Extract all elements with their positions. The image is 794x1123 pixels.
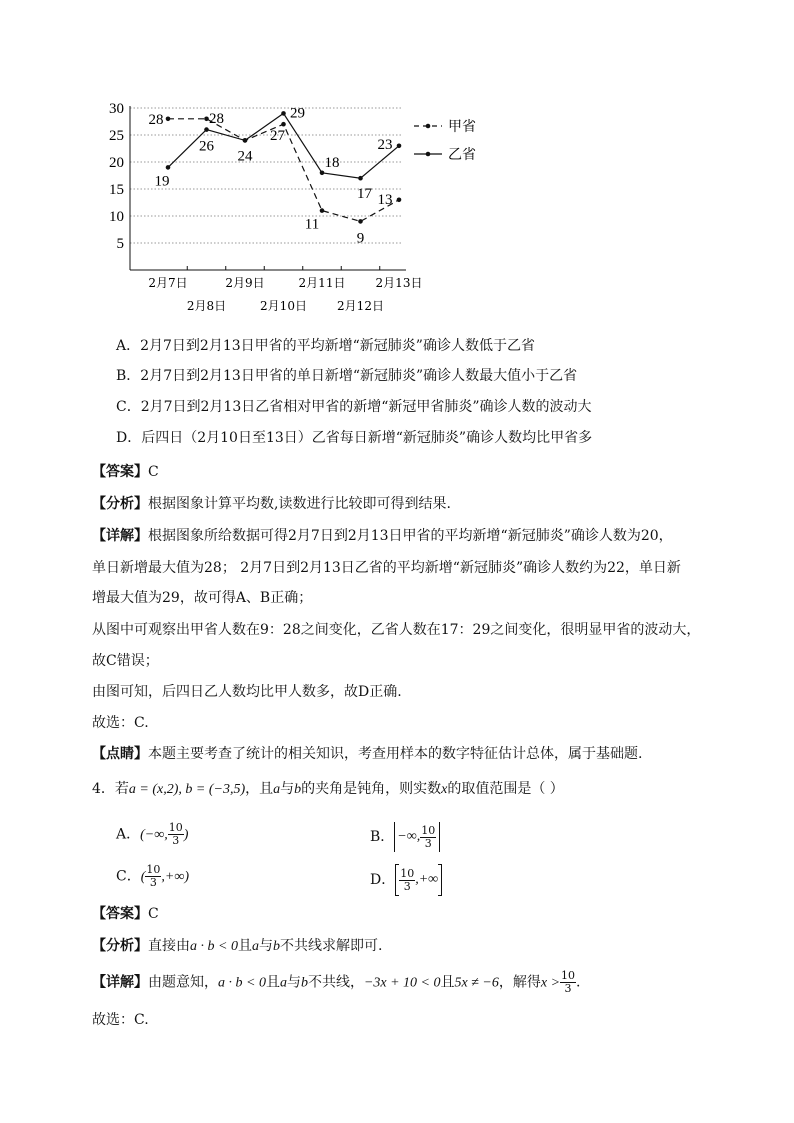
q4-option-d-label: D． — [370, 872, 396, 888]
analysis-with: 与 — [258, 938, 273, 954]
detail-noncollinear: 不共线， — [307, 974, 364, 991]
analysis-text: 根据图象计算平均数,读数进行比较即可得到结果. — [148, 496, 451, 512]
data-point — [397, 198, 402, 203]
vector-b: b — [294, 782, 302, 797]
x-tick-label: 2月9日 — [225, 276, 265, 290]
q4-option-d — [370, 864, 442, 896]
fraction — [399, 868, 415, 893]
detail-pre: 由题意知， — [148, 974, 218, 991]
detail-tag: 【详解】 — [92, 528, 148, 544]
interval-bracket — [394, 822, 440, 852]
x-tick-label: 2月11日 — [298, 276, 346, 290]
q4-stem — [92, 779, 564, 800]
fraction-num: 10 — [561, 969, 576, 982]
detail-tag: 【详解】 — [92, 974, 148, 991]
q3-answer — [92, 462, 159, 482]
detail-expr-4: x > — [540, 975, 561, 991]
q4-stem-start: 4．若 — [92, 781, 129, 797]
vector-b: b — [300, 975, 308, 991]
option-b: B．2月7日到2月13日甲省的单日新增“新冠肺炎”确诊人数最大值小于乙省 — [116, 368, 578, 384]
data-label: 29 — [290, 105, 305, 122]
q4-option-a-label: A． — [116, 826, 141, 843]
q3-detail-1 — [92, 526, 673, 546]
line-chart — [100, 96, 476, 313]
y-tick-label: 20 — [109, 155, 124, 171]
data-label: 18 — [324, 154, 340, 171]
legend-label: 甲省 — [448, 119, 476, 135]
q3-detail-5: 故C错误； — [92, 653, 159, 669]
x-tick-label: 2月8日 — [186, 299, 227, 313]
comment-tag: 【点睛】 — [92, 746, 148, 762]
x-tick-label: 2月12日 — [337, 299, 384, 313]
q3-detail-6: 由图可知，后四日乙人数均比甲人数多，故D正确. — [92, 684, 402, 700]
fraction-num: 10 — [146, 863, 161, 876]
data-point — [166, 165, 171, 170]
legend-marker — [426, 124, 431, 129]
period: . — [576, 974, 581, 991]
fraction-den: 3 — [172, 834, 180, 847]
q4-option-c — [116, 864, 189, 889]
x-tick-label: 2月13日 — [375, 276, 423, 290]
vector-a: a — [279, 975, 287, 991]
data-label: 9 — [356, 230, 365, 247]
q4-vectors: a = (x,2), b = (−3,5) — [128, 782, 246, 797]
q3-comment — [92, 744, 642, 764]
answer-tag: 【答案】 — [92, 906, 148, 922]
data-point — [358, 219, 363, 224]
data-label: 17 — [357, 186, 372, 203]
data-point — [320, 208, 325, 213]
analysis-tag: 【分析】 — [92, 496, 148, 512]
answer-value: C — [148, 906, 159, 922]
option-c: C．2月7日到2月13日乙省相对甲省的新增“新冠甲省肺炎”确诊人数的波动大 — [116, 399, 592, 415]
fraction-den: 3 — [424, 836, 432, 850]
data-point — [204, 127, 209, 132]
data-point — [320, 171, 325, 176]
detail-expr-2: −3x + 10 < 0 — [363, 975, 441, 991]
analysis-expr: a · b < 0 — [190, 939, 238, 954]
data-point — [281, 122, 286, 127]
x-tick-label: 2月7日 — [148, 276, 188, 290]
q4-option-b-label: B． — [370, 829, 395, 845]
q3-analysis — [92, 494, 451, 514]
q4-option-c-post: ,+∞) — [161, 869, 189, 885]
fraction-num: 10 — [421, 823, 436, 837]
q3-detail-3: 增最大值为29，故可得A、B正确； — [92, 590, 313, 606]
analysis-text-post: 不共线求解即可. — [279, 938, 383, 954]
data-label: 28 — [209, 110, 224, 127]
detail-and: 且 — [265, 974, 280, 991]
data-label: 11 — [304, 216, 320, 233]
q4-stem-mid: ，且 — [245, 781, 274, 797]
x-tick-label: 2月10日 — [260, 299, 307, 313]
vector-a: a — [273, 782, 281, 797]
q3-detail-4: 从图中可观察出甲省人数在9：28之间变化，乙省人数在17：29之间变化，很明显甲省的波动大， — [92, 622, 701, 638]
data-point — [281, 111, 286, 116]
q3-detail-2: 单日新增最大值为28； 2月7日到2月13日乙省的平均新增“新冠肺炎”确诊人数约为22，单日新 — [92, 560, 681, 576]
q4-stem-end: 的取值范围是（ ） — [447, 781, 564, 797]
option-a: A．2月7日到2月13日甲省的平均新增“新冠肺炎”确诊人数低于乙省 — [116, 338, 535, 354]
y-tick-label: 5 — [116, 236, 124, 252]
q4-option-a-post: ) — [183, 827, 189, 843]
answer-tag: 【答案】 — [92, 464, 148, 480]
q4-choose: 故选：C. — [92, 1012, 149, 1028]
data-point — [397, 144, 402, 149]
detail-with: 与 — [286, 974, 301, 991]
data-point — [358, 176, 363, 181]
q4-option-a-pre: (−∞, — [140, 827, 168, 843]
data-label: 23 — [377, 136, 393, 153]
y-tick-label: 25 — [109, 128, 124, 144]
q4-option-c-pre: ( — [140, 869, 146, 885]
q4-option-b — [370, 822, 440, 852]
fraction-num: 10 — [400, 866, 415, 880]
fraction — [145, 864, 161, 889]
q4-option-c-label: C． — [116, 868, 141, 885]
legend-marker — [426, 152, 431, 157]
fraction-den: 3 — [403, 879, 411, 893]
q4-option-d-post: ,+∞ — [415, 872, 439, 887]
fraction-num: 10 — [168, 821, 183, 834]
analysis-and: 且 — [237, 938, 252, 954]
data-label: 13 — [377, 191, 393, 208]
q4-answer — [92, 904, 159, 924]
y-tick-label: 10 — [109, 209, 124, 225]
detail-and-2: 且 — [440, 974, 455, 991]
detail-expr-3: 5x ≠ −6 — [454, 975, 499, 991]
q4-detail — [92, 970, 581, 995]
data-label: 19 — [154, 173, 170, 190]
data-label: 24 — [237, 148, 253, 165]
vector-b: b — [272, 939, 280, 954]
data-label: 27 — [270, 128, 285, 145]
q4-option-b-pre: −∞, — [397, 829, 421, 844]
fraction — [168, 822, 184, 847]
analysis-text-pre: 直接由 — [148, 938, 190, 954]
fraction-den: 3 — [564, 982, 572, 995]
data-label: 26 — [199, 138, 214, 155]
q4-analysis — [92, 936, 382, 957]
y-tick-label: 15 — [109, 182, 124, 198]
detail-expr-1: a · b < 0 — [218, 975, 266, 991]
fraction — [560, 970, 576, 995]
data-point — [166, 117, 171, 122]
vector-a: a — [251, 939, 259, 954]
analysis-tag: 【分析】 — [92, 938, 148, 954]
q4-with: 与 — [280, 781, 295, 797]
chart-svg — [100, 96, 476, 313]
fraction-den: 3 — [149, 876, 157, 889]
legend-label: 乙省 — [448, 147, 476, 163]
q4-option-a — [116, 822, 188, 847]
q3-choose: 故选：C. — [92, 715, 149, 731]
q4-stem-angle: 的夹角是钝角，则实数 — [301, 781, 442, 797]
option-d: D．后四日（2月10日至13日）乙省每日新增“新冠肺炎”确诊人数均比甲省多 — [116, 430, 593, 446]
data-point — [243, 138, 248, 143]
fraction — [420, 825, 436, 850]
comment-text: 本题主要考查了统计的相关知识，考查用样本的数字特征估计总体，属于基础题. — [148, 746, 643, 762]
y-tick-label: 30 — [109, 101, 124, 117]
detail-result: ，解得 — [498, 974, 541, 991]
data-label: 28 — [148, 111, 164, 128]
detail-text-1: 根据图象所给数据可得2月7日到2月13日甲省的平均新增“新冠肺炎”确诊人数为20， — [148, 528, 673, 544]
answer-value: C — [148, 464, 159, 480]
variable-x: x — [441, 782, 448, 797]
